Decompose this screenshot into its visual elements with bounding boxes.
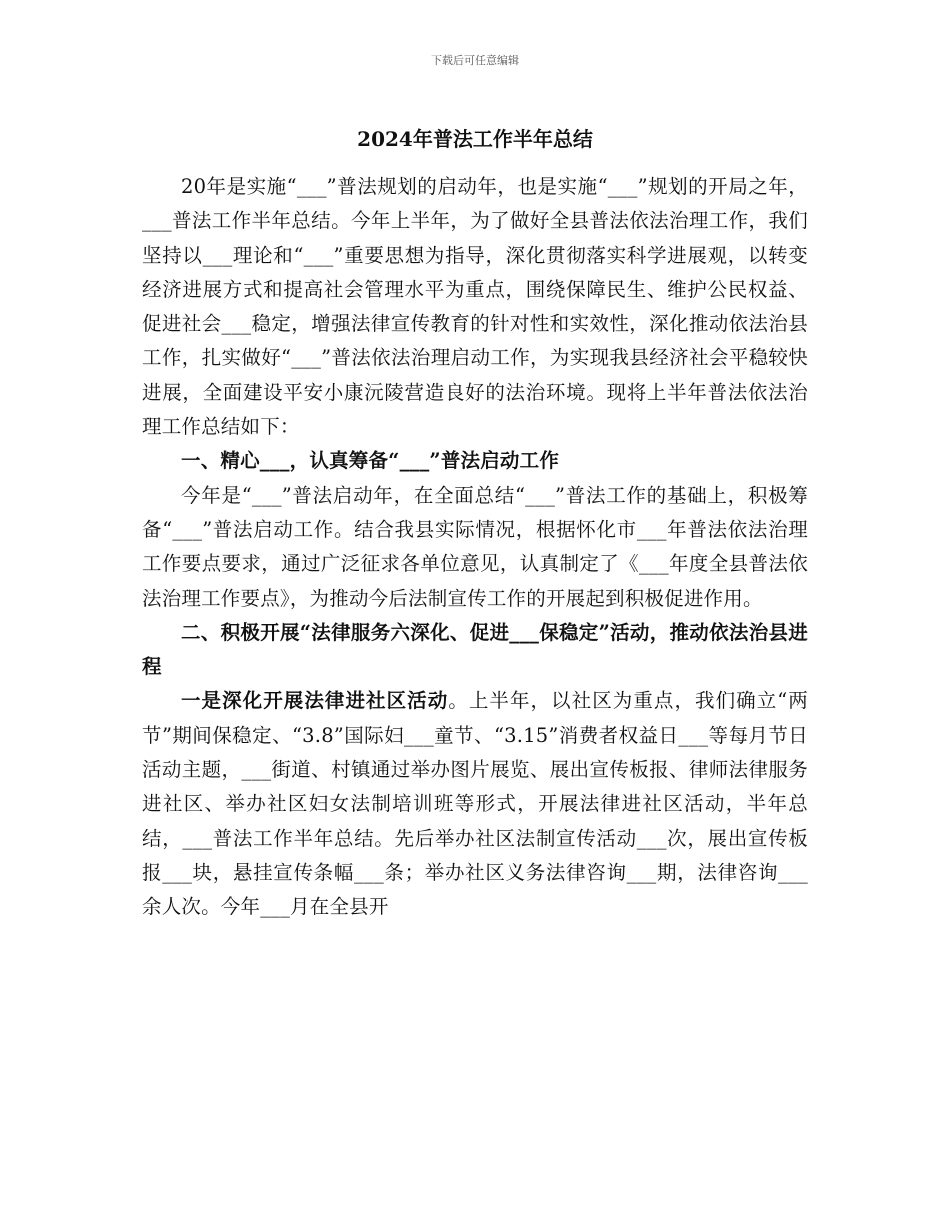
paragraph-continuation: 。上半年，以社区为重点，我们确立“两节”期间保稳定、“3.8”国际妇___童节、“3.15”消费者权益日___等每月节日活动主题，___街道、村镇通过举办图片展览、展出宣传板报、律师法律服务进社区、举办社区妇女法制培训班等形式，开展法律进社区活动，半年总结，___普法工作半年总结。先后举办社区法制宣传活动___次，展出宣传板报___块，悬挂宣传条幅___条；举办社区义务法律咨询___期，法律咨询___余人次。今年___月在全县开 xyxy=(142,689,808,919)
paragraph-section-1: 今年是“___”普法启动年，在全面总结“___”普法工作的基础上，积极筹备“___”普法启动工作。结合我县实际情况，根据怀化市___年普法依法治理工作要点要求，通过广泛征求各单位意见，认真制定了《___年度全县普法依法治理工作要点》，为推动今后法制宣传工作的开展起到积极促进作用。 xyxy=(142,483,808,610)
document-body xyxy=(142,170,808,925)
document-title: 2024年普法工作半年总结 xyxy=(357,127,593,151)
paragraph-lead-phrase: 一是深化开展法律进社区活动 xyxy=(181,689,449,713)
section-heading-1: 一、精心___，认真筹备“___”普法启动工作 xyxy=(181,449,560,473)
paragraph-section-2 xyxy=(142,684,808,924)
paragraph-intro: 20年是实施“___”普法规划的启动年，也是实施“___”规划的开局之年，___普法工作半年总结。今年上半年，为了做好全县普法依法治理工作，我们坚持以___理论和“___”重要思想为指导，深化贯彻落实科学进展观，以转变经济进展方式和提高社会管理水平为重点，围绕保障民生、维护公民权益、促进社会___稳定，增强法律宣传教育的针对性和实效性，深化推动依法治县工作，扎实做好“___”普法依法治理启动工作，为实现我县经济社会平稳较快进展，全面建设平安小康沅陵营造良好的法治环境。现将上半年普法依法治理工作总结如下： xyxy=(142,175,808,439)
section-heading-2: 二、积极开展“法律服务六深化、促进___保稳定”活动，推动依法治县进程 xyxy=(142,620,808,679)
header-note: 下载后可任意编辑 xyxy=(431,54,519,67)
